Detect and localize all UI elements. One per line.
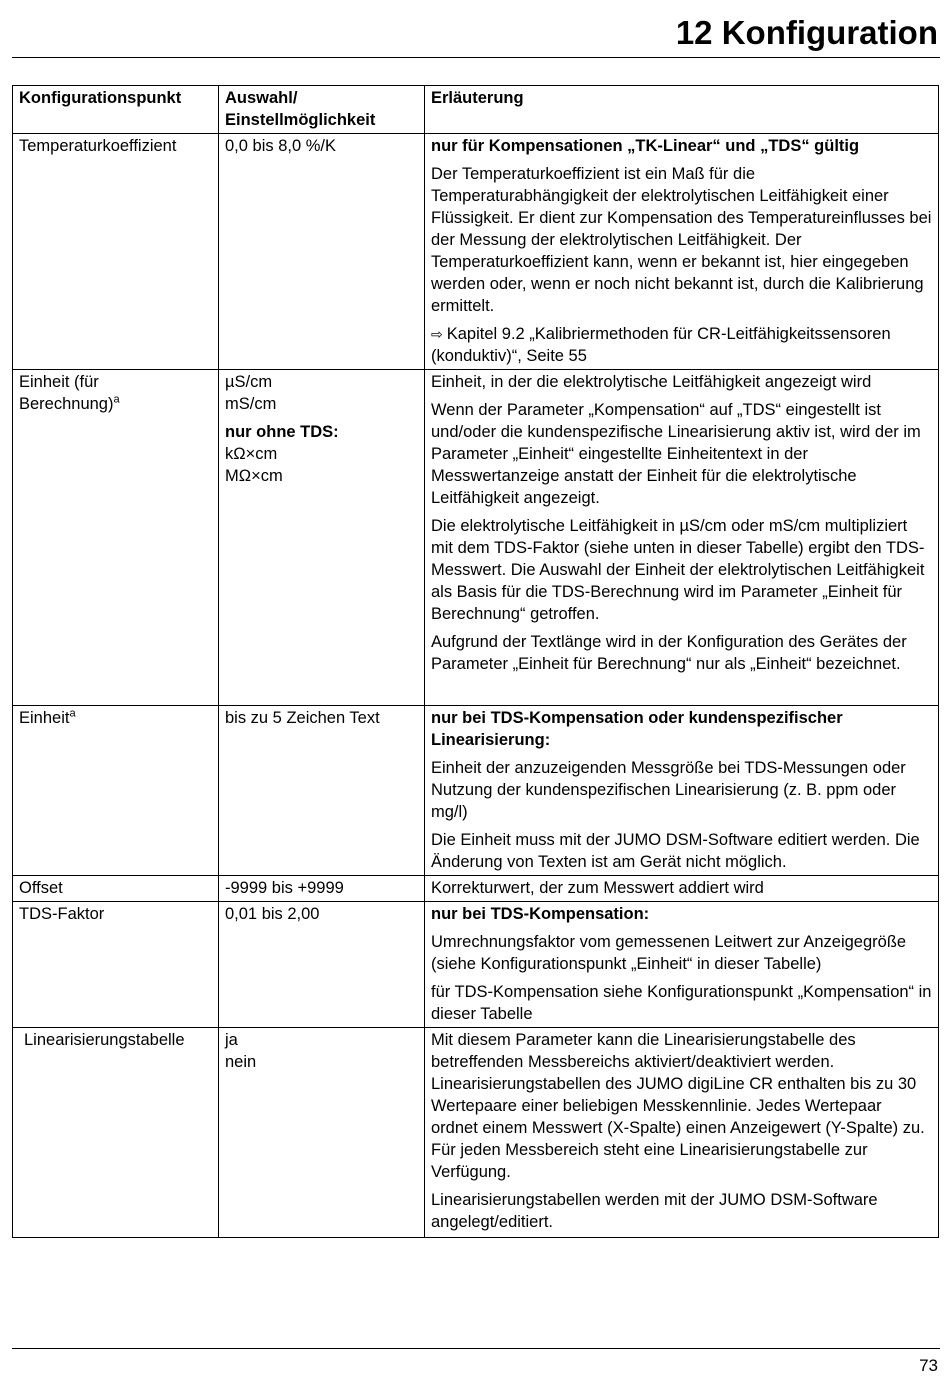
config-options: 0,01 bis 2,00 — [219, 902, 425, 1028]
config-explanation — [425, 902, 939, 1028]
cross-reference-link[interactable]: Kapitel 9.2 „Kalibriermethoden für CR-Leitfähigkeitssensoren (konduktiv)“, Seite 55 — [431, 325, 891, 365]
header-erlaeuterung: Erläuterung — [425, 86, 939, 134]
config-options: ja nein — [219, 1028, 425, 1238]
config-explanation — [425, 1028, 939, 1238]
config-options: bis zu 5 Zeichen Text — [219, 706, 425, 876]
config-point: Einheit$^a$ — [13, 706, 219, 876]
table-row — [13, 876, 939, 902]
table-row — [13, 1028, 939, 1238]
cross-reference — [431, 323, 932, 367]
config-explanation — [425, 706, 939, 876]
config-point: Offset — [13, 876, 219, 902]
explanation-text: Die elektrolytische Leitfähigkeit in µS/cm oder mS/cm multipliziert mit dem TDS-Faktor (siehe unten in dieser Tabelle) ergibt den TDS-Messwert. Die Auswahl der Einheit der elektrolytischen Leitfähigkeit als Basis für die TDS-Berechnung wird im Parameter „Einheit für Berechnung“ getroffen. — [431, 517, 925, 623]
footnote-marker: a — [69, 707, 76, 720]
explanation-text: Die Einheit muss mit der JUMO DSM-Software editiert werden. Die Änderung von Texten ist am Gerät nicht möglich. — [431, 831, 920, 871]
right-arrow-icon: ⇨ — [431, 326, 443, 342]
footnote-marker: a — [113, 393, 120, 406]
config-explanation — [425, 876, 939, 902]
header-konfigurationspunkt: Konfigurationspunkt — [13, 86, 219, 134]
option-group-label: nur ohne TDS: — [225, 423, 339, 441]
explanation-text: Korrekturwert, der zum Messwert addiert wird — [431, 879, 764, 897]
config-point: Linearisierungstabelle — [13, 1028, 219, 1238]
table-row — [13, 134, 939, 370]
condition-note: nur bei TDS-Kompensation: — [431, 905, 650, 923]
explanation-text: Linearisierungstabellen werden mit der JUMO DSM-Software angelegt/editiert. — [431, 1191, 878, 1231]
explanation-text: Einheit der anzuzeigenden Messgröße bei TDS-Messungen oder Nutzung der kundenspezifischen Linearisierung (z. B. ppm oder mg/l) — [431, 759, 906, 821]
table-row — [13, 902, 939, 1028]
config-point: Temperaturkoeffizient — [13, 134, 219, 370]
explanation-text: Aufgrund der Textlänge wird in der Konfiguration des Gerätes der Parameter „Einheit für Berechnung“ nur als „Einheit“ bezeichnet. — [431, 633, 907, 673]
explanation-text: Einheit, in der die elektrolytische Leitfähigkeit angezeigt wird — [431, 373, 872, 391]
condition-note: nur für Kompensationen „TK-Linear“ und „TDS“ gültig — [431, 137, 860, 155]
table-row — [13, 370, 939, 706]
table-row — [13, 706, 939, 876]
config-point: TDS-Faktor — [13, 902, 219, 1028]
config-point: Einheit (für Berechnung)$^a$ — [13, 370, 219, 706]
config-explanation — [425, 370, 939, 706]
condition-note: nur bei TDS-Kompensation oder kundenspezifischer Linearisierung: — [431, 709, 843, 749]
explanation-text: Wenn der Parameter „Kompensation“ auf „TDS“ eingestellt ist und/oder die kundenspezifische Linearisierung aktiv ist, wird der im Parameter „Einheit“ eingestellte Einheitentext in der Messwertanzeige anstatt der Einheit für die elektrolytische Leitfähigkeit angezeigt. — [431, 401, 921, 507]
chapter-title: 12 Konfiguration — [675, 14, 938, 51]
configuration-table — [12, 85, 939, 1238]
page-number: 73 — [919, 1356, 938, 1375]
explanation-text: Der Temperaturkoeffizient ist ein Maß für die Temperaturabhängigkeit der elektrolytischen Leitfähigkeit einer Flüssigkeit. Er dient zur Kompensation des Temperatureinflusses bei der Messung der elektrolytischen Leitfähigkeit. Der Temperaturkoeffizient kann, wenn er bekannt ist, hier eingegeben werden oder, wenn er noch nicht bekannt ist, durch die Kalibrierung ermittelt. — [431, 165, 932, 315]
config-options: µS/cm mS/cm nur ohne TDS: kΩ×cm MΩ×cm — [219, 370, 425, 706]
table-header-row — [13, 86, 939, 134]
config-explanation — [425, 134, 939, 370]
config-options: -9999 bis +9999 — [219, 876, 425, 902]
explanation-text: Umrechnungsfaktor vom gemessenen Leitwert zur Anzeigegröße (siehe Konfigurationspunkt „Einheit“ in dieser Tabelle) — [431, 933, 907, 973]
footer-rule — [12, 1348, 940, 1349]
header-auswahl: Auswahl/ Einstellmöglichkeit — [219, 86, 425, 134]
explanation-text: Mit diesem Parameter kann die Linearisierungstabelle des betreffenden Messbereichs aktiviert/deaktiviert werden. Linearisierungstabellen des JUMO digiLine CR enthalten bis zu 30 Wertepaare einer beliebigen Messkennlinie. Jedes Wertepaar ordnet einem Messwert (X-Spalte) einen Anzeigewert (Y-Spalte) zu. Für jeden Messbereich steht eine Linearisierungstabelle zur Verfügung. — [431, 1031, 925, 1181]
header-rule — [12, 57, 940, 58]
config-options: 0,0 bis 8,0 %/K — [219, 134, 425, 370]
explanation-text: für TDS-Kompensation siehe Konfigurationspunkt „Kompensation“ in dieser Tabelle — [431, 983, 932, 1023]
